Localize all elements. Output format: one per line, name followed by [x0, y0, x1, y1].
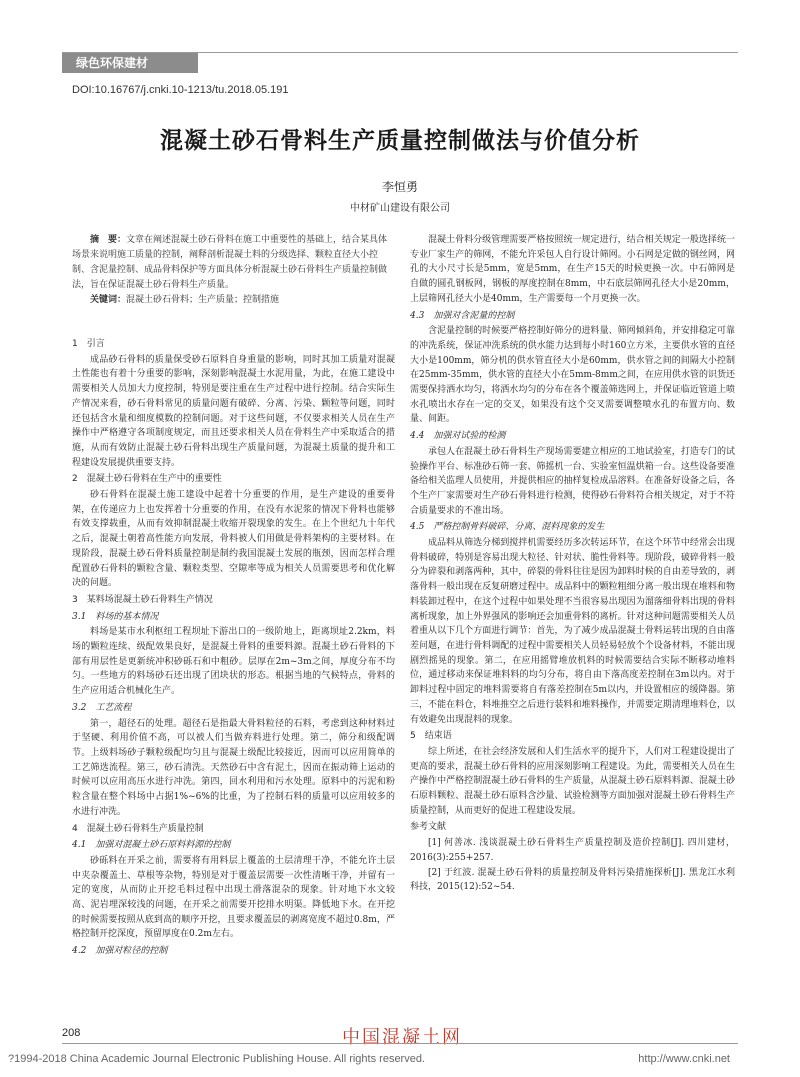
- doi-text: DOI:10.16767/j.cnki.10-1213/tu.2018.05.191: [72, 84, 289, 96]
- section-heading: 2 混凝土砂石骨料在生产中的重要性: [72, 474, 222, 485]
- abstract-label: 摘 要：: [90, 235, 127, 245]
- footer-divider: [62, 1043, 738, 1044]
- page-number: 208: [62, 1027, 81, 1039]
- abstract-block: [72, 233, 395, 308]
- subsection-heading: 4.4 加强对试验的检测: [410, 431, 506, 442]
- keywords-label: 关键词：: [90, 295, 127, 305]
- abstract-text: 文章在阐述混凝土砂石骨料在施工中重要性的基础上，结合某具体场景来说明施工质量的控制，阐释剖析混凝土料的分级选择、颗粒直径大小控制、含泥量控制、成品骨料保护等方面具体分析混凝土砂石骨料生产质量控制做法，旨在保证混凝土砂石骨料生产质量。: [72, 235, 388, 290]
- keywords-text: 混凝土砂石骨料；生产质量；控制措施: [126, 295, 280, 305]
- body-paragraph: 含泥量控制的时候要严格控制好筛分的进料量、筛网倾斜角，并安排稳定可靠的冲洗系统，保证冲洗系统的供水能力达到每小时160立方米，主要供水管的直径大小是100mm，筛分机的供水管直径大小是60mm，供水管之间的间隔大小控制在25mm-35mm，供水管的直径大小在5mm-8mm之间，在应用供水管的识货还需要保持洒水均匀，将洒水均匀的分布在各个覆盖筛选网上，并保证临近管道上喷水孔喷出水存在一定的交叉，如果没有这个交叉需要调整喷水孔的布置方向、数量、间距。: [410, 326, 735, 425]
- subsection-heading: 4.1 加强对混凝土砂石原料料源的控制: [72, 840, 231, 851]
- section-heading: 3 某料场混凝土砂石骨料生产情况: [72, 594, 213, 605]
- body-paragraph: 混凝土骨料分级管理需要严格按照统一规定进行，结合相关规定一般选择统一专业厂家生产的筛网，不能允许采包人自行设计筛网。小石网是定做的钢丝网，网孔的大小尺寸长是5mm，宽是5mm，在生产15天的时候更换一次。中石筛网是自做的圆孔钢板网，钢板的厚度控制在8mm，中石底层筛网孔径大小是20mm，上层筛网孔径大小是40mm，生产需要每一个月更换一次。: [410, 235, 735, 304]
- copyright-text: ?1994-2018 China Academic Journal Electronic Publishing House. All rights reserved.: [8, 1053, 426, 1065]
- section-heading: 5 结束语: [410, 731, 452, 742]
- body-paragraph: 综上所述，在社会经济发展和人们生活水平的提升下，人们对工程建设提出了更高的要求，混凝土砂石骨料的应用深刻影响工程建设。为此，需要相关人员在生产操作中严格控制混凝土砂石骨料的生产质量，从混凝土砂石原料料源、混凝土砂石原料颗粒、混凝土砂石原料含沙量、试验检测等方面加强对混凝土砂石骨料生产质量控制，从而更好的促进工程建设发展。: [410, 746, 735, 816]
- watermark-logo: 中国混凝土网: [342, 1027, 462, 1048]
- cnki-url[interactable]: http://www.cnki.net: [638, 1053, 730, 1065]
- body-paragraph: 第一，超径石的处理。超径石是指最大骨料粒径的石料，考虑到这种材料过于坚硬、利用价值不高，可以被人们当做弃料进行处理。第二，筛分和级配调节。上级料场砂子颗粒级配均匀且与混凝土级配比较接近，因而可以应用简单的工艺筛选流程。第三，砂石清洗。天然砂石中含有泥土，因而在振动筛上运动的时候可以应用高压水进行冲洗。第四，回水利用和污水处理。原料中的污泥和粉粒含量在整个料场中占据1%~6%的比重，为了控制石料的质量可以应用较多的水进行冲洗。: [72, 718, 395, 817]
- subsection-heading: 4.2 加强对粒径的控制: [72, 946, 168, 957]
- body-paragraph: 砂石骨料在混凝土施工建设中起着十分重要的作用，是生产建设的重要骨架，在传递应力上也发挥着十分重要的作用，在没有水泥浆的情况下骨料也能够有效支撑载重，从而有效抑制混凝土收缩开裂现象的发生。在上个世纪九十年代之后，混凝土朝着高性能方向发展，骨料被人们用做是骨料架构的主要材料。在现阶段，混凝土砂石骨料质量控制是制约我国混凝土发展的瓶颈，因而怎样合理配置砂石骨料的颗粒含量、颗粒类型、空隙率等成为相关人员需要思考和优化解决的问题。: [72, 490, 395, 589]
- body-paragraph: 承包人在混凝土砂石骨料生产现场需要建立相应的工地试验室，打造专门的试验操作平台、标准砂石筛一套、筛摇机一台、实验室恒温烘箱一台。这些设备要准备给相关监理人员使用，并提供相应的抽样复检成品溶料。在准备好设备之后，各个生产厂家需要对生产砂石骨料进行检测，使得砂石骨料符合相关规定，对于不符合质量要求的不准出场。: [410, 446, 735, 516]
- reference-item: [1] 何善冰. 浅谈混凝土砂石骨料生产质量控制及造价控制[J]. 四川建材，2016(3):255+257.: [410, 838, 735, 863]
- section-heading: 参考文献: [410, 822, 447, 833]
- section-heading: 1 引言: [72, 339, 105, 349]
- author-name: 李恒勇: [381, 180, 418, 194]
- left-column: [72, 335, 395, 960]
- section-banner: [62, 52, 738, 73]
- body-paragraph: 成品砂石骨料的质量保受砂石原料自身重量的影响，同时其加工质量对混凝土性能也有着十分重要的影响，深刻影响混凝土水泥用量，为此，在施工建设中需要相关人员加大力度控制，特别是要注重在生产过程中进行控制。结合实际生产情况来看，砂石骨料常见的质量问题有破碎、分离、污染、颗粒等问题，同时还包括含水量和细度模数的控制问题。对于这些问题，不仅要求相关人员在生产操作中严格遵守各项制度规定，而且还要求相关人员在骨料生产中采取适合的措施，从而有效防止混凝土砂石骨料出现生产质量问题，为混凝土质量的提升和工程建设发展提供重要支持。: [72, 354, 395, 468]
- subsection-heading: 3.2 工艺流程: [72, 702, 132, 713]
- subsection-heading: 3.1 料场的基本情况: [72, 611, 159, 622]
- subsection-heading: 4.3 加强对含泥量的控制: [410, 310, 515, 321]
- author-affiliation: 中材矿山建设有限公司: [350, 203, 450, 214]
- body-paragraph: 成品料从筛选分梯到搅拌机需要经历多次转运环节，在这个环节中经常会出现骨料破碎，特别是容易出现大粒径、针对状、脆性骨料等。现阶段，破碎骨料一般分为碎裂和剥落两种，其中，碎裂的骨料往往是因为卸料时候的自由差导致的，剥落骨料一般出现在反复研磨过程中。成品料中的颗粒粗细分离一般出现在堆料和物料装卸过程中，在这个过程中如果处理不当很容易出现因为溜落细骨料出现的骨料离析现象，加上外界强风的影响还会加重骨料的离析。针对这种问题需要相关人员着重从以下几个方面进行调节：首先，为了减少成品混凝土骨料运转出现的自由落差问题，在进行骨料调配的过程中需要相关人员轻易轻放个个设备材料，不能出现剧烈摇晃的现象。第二，在应用摇臂堆放机料的时候需要结合实际不断移动堆料位，通过移动来保证堆料料的均匀分布，将自由下落高度差控制在3m以内。对于卸料过程中固定的堆料需要将自有落差控制在5m以内，并设置相应的缓降器。第三，不能在料仓，料堆推空之后进行装料和堆料操作，并需要定期清理堆料仓，以有效避免出现混料的现象。: [410, 538, 735, 725]
- body-paragraph: 料场是某市水利枢纽工程坝址下游出口的一级阶地上，距离坝址2.2km，料场的颗粒连续、级配效果良好，是混凝土骨料的重要料源。混凝土砂石骨料的下部有用层性是更新统冲积砂砾石和中粗砂。层厚在2m~3m之间，厚度分布不均匀。一些地方的料场砂石还出现了团块状的形态。根据当地的气候特点，骨料的生产应用适合机械化生产。: [72, 627, 395, 697]
- body-paragraph: 砂砾料在开采之前，需要将有用料层上覆盖的土层清理干净，不能允许土层中夹杂覆盖土、草根等杂物，特别是对于覆盖层需要一次性清晰干净，并留有一定的宽度，从而防止开挖毛料过程中出现土滑落混杂的现象。针对地下水文较高、泥岩埋深较浅的问题，在开采之前需要开挖排水明渠。降低地下水。在开挖的时候需要按照从底到高的顺序开挖，且要求覆盖层的剥离宽度不超过0.8m，严格控制开挖深度，预留厚度在0.2m左右。: [72, 855, 395, 940]
- category-label: 绿色环保建材: [62, 53, 198, 73]
- reference-item: [2] 于红波. 混凝土砂石骨料的质量控制及骨料污染措施探析[J]. 黑龙江水利科技，2015(12):52~54.: [410, 867, 735, 893]
- paper-title: 混凝土砂石骨料生产质量控制做法与价值分析: [160, 128, 640, 154]
- right-column: [410, 233, 735, 895]
- section-heading: 4 混凝土砂石骨料生产质量控制: [72, 823, 204, 834]
- subsection-heading: 4.5 严格控制骨料破碎、分离、混料现象的发生: [410, 522, 605, 533]
